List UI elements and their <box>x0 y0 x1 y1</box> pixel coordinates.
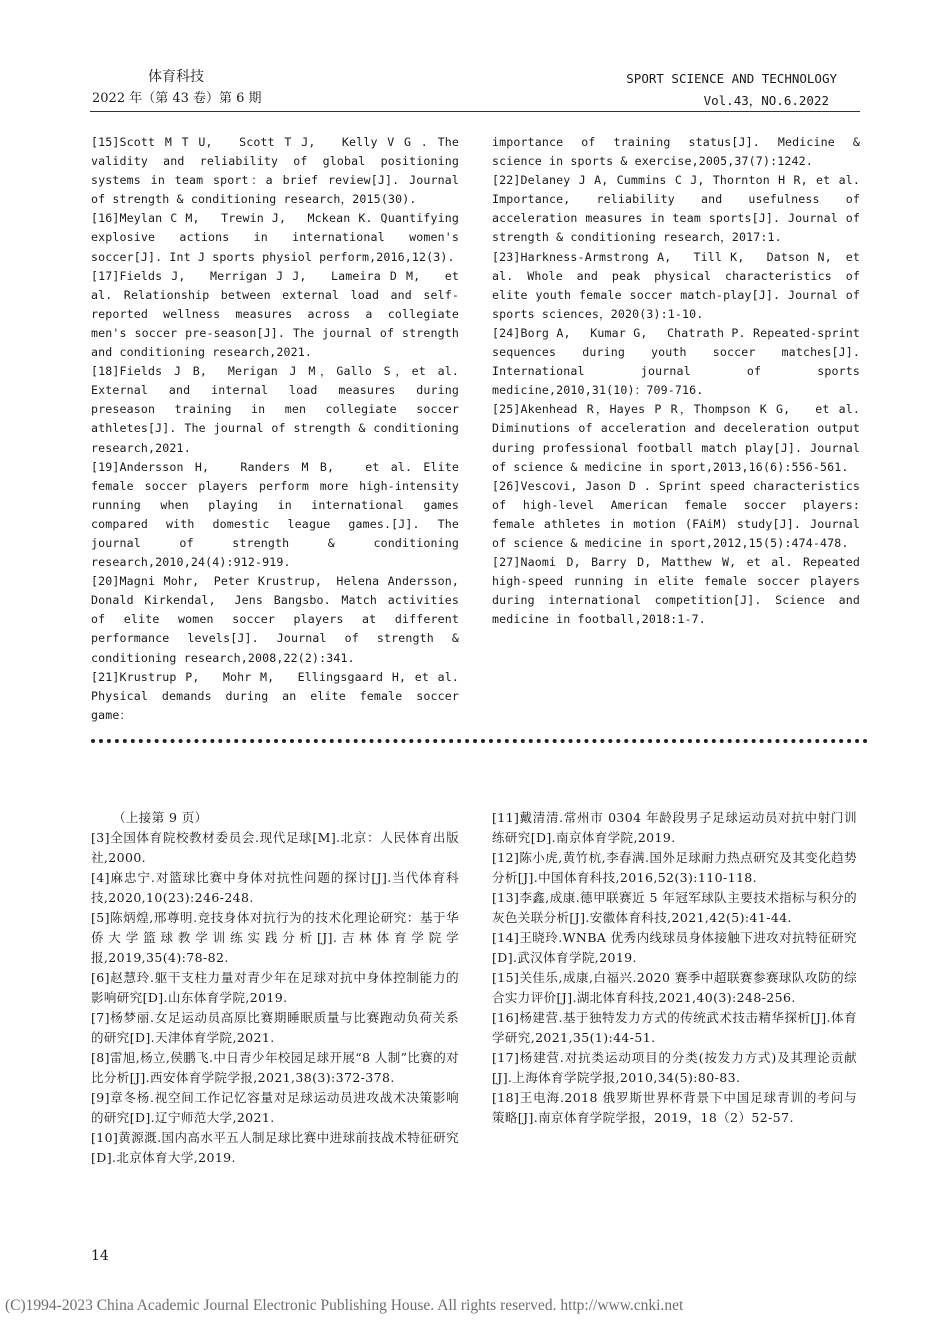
reference-item: [12]陈小虎,黄竹杭,李春满.国外足球耐力热点研究及其变化趋势分析[J].中国体育科技,2016,52(3):110-118. <box>492 850 857 885</box>
reference-item: [7]杨梦丽.女足运动员高原比赛期睡眠质量与比赛跑动负荷关系的研究[D].天津体育学院,2021. <box>91 1010 459 1045</box>
journal-title-en: SPORT SCIENCE AND TECHNOLOGY <box>626 71 837 86</box>
reference-item: [3]全国体育院校教材委员会.现代足球[M].北京：人民体育出版社,2000. <box>91 830 459 865</box>
reference-item: [18]王电海.2018 俄罗斯世界杯背景下中国足球青训的考问与策略[J].南京体育学院学报，2019，18（2）52-57. <box>492 1090 857 1125</box>
reference-item: [4]麻忠宁.对篮球比赛中身体对抗性问题的探讨[J].当代体育科技,2020,10(23):246-248. <box>91 870 459 905</box>
journal-title-cn: 体育科技 <box>148 69 204 85</box>
page-number: 14 <box>91 1248 109 1264</box>
reference-item: [14]王晓玲.WNBA 优秀内线球员身体接触下进攻对抗特征研究[D].武汉体育学院,2019. <box>492 930 857 965</box>
reference-item: [5]陈炳煌,邢尊明.竞技身体对抗行为的技术化理论研究：基于华侨大学篮球教学训练实践分析[J].吉林体育学院学报,2019,35(4):78-82. <box>91 910 459 965</box>
reference-item: [9]章冬杨.视空间工作记忆容量对足球运动员进攻战术决策影响的研究[D].辽宁师范大学,2021. <box>91 1090 459 1125</box>
reference-item: [23]Harkness-Armstrong A, Till K, Datson N, et al. Whole and peak physical characteristics of elite youth female soccer match-play[J]. Journal of sports sciences，2020(3):1-10. <box>492 249 860 321</box>
references-cn-left-column <box>91 808 459 1168</box>
copyright-footer: (C)1994-2023 China Academic Journal Electronic Publishing House. All rights reserved. http://www.cnki.net <box>5 1297 684 1314</box>
reference-item: [11]戴清清.常州市 0304 年龄段男子足球运动员对抗中射门训练研究[D].南京体育学院,2019. <box>492 810 857 845</box>
reference-item: importance of training status[J]. Medicine & science in sports & exercise,2005,37(7):1242. <box>492 135 860 169</box>
reference-item: [6]赵慧玲.躯干支柱力量对青少年在足球对抗中身体控制能力的影响研究[D].山东体育学院,2019. <box>91 970 459 1005</box>
reference-item: [16]杨建营.基于独特发力方式的传统武术技击精华探析[J].体育学研究,2021,35(1):44-51. <box>492 1010 857 1045</box>
reference-item: [17]杨建营.对抗类运动项目的分类(按发力方式)及其理论贡献[J].上海体育学院学报,2010,34(5):80-83. <box>492 1050 857 1085</box>
reference-item: [26]Vescovi, Jason D . Sprint speed characteristics of high-level American female soccer players: female athletes in motion (FAiM) study[J]. Journal of science & medicine in sport,2012,15(5):474-478. <box>492 478 860 550</box>
references-en-left-column <box>91 133 471 725</box>
references-en-right-column <box>492 133 860 629</box>
reference-item: [19]Andersson H, Randers M B, et al. Elite female soccer players perform more high-intensity running when playing in international games compared with domestic league games.[J]. The journal of strength & conditioning research,2010,24(4):912-919. <box>91 459 459 570</box>
references-cn-right-column <box>492 808 857 1128</box>
continued-from-note: （上接第 9 页） <box>113 810 208 825</box>
issue-info-cn: 2022 年（第 43 卷）第 6 期 <box>92 91 262 106</box>
reference-item: [20]Magni Mohr, Peter Krustrup, Helena Andersson, Donald Kirkendal, Jens Bangsbo. Match activities of elite women soccer players at different performance levels[J]. Journal of strength & conditioning research,2008,22(2):341. <box>91 574 471 665</box>
reference-item: [16]Meylan C M, Trewin J, Mckean K. Quantifying explosive actions in international women's soccer[J]. Int J sports physiol perform,2016,12(3). <box>91 211 459 264</box>
reference-item: [27]Naomi D, Barry D, Matthew W, et al. Repeated high-speed running in elite female soccer players during international competition[J]. Science and medicine in football,2018:1-7. <box>492 555 860 627</box>
reference-item: [24]Borg A, Kumar G, Chatrath P. Repeated-sprint sequences during youth soccer matches[J]. International journal of sports medicine,2010,31(10)：709-716. <box>492 325 860 398</box>
reference-item: [15]Scott M T U, Scott T J, Kelly V G . The validity and reliability of global positioning systems in team sport：a brief review[J]. Journal of strength & conditioning research，2015(30). <box>91 135 459 207</box>
reference-item: [15]关佳乐,成康,白福兴.2020 赛季中超联赛参赛球队攻防的综合实力评价[J].湖北体育科技,2021,40(3):248-256. <box>492 970 857 1005</box>
dotted-separator <box>91 739 868 743</box>
reference-item: [17]Fields J, Merrigan J J, Lameira D M, et al. Relationship between external load and self-reported wellness measures across a collegiate men's soccer pre-season[J]. The journal of strength and conditioning research,2021. <box>91 268 459 360</box>
reference-item: [25]Akenhead R，Hayes P R，Thompson K G, et al. Diminutions of acceleration and deceleration output during professional football match play[J]. Journal of science & medicine in sport,2013,16(6):556-561. <box>492 402 860 474</box>
header-rule <box>90 111 860 112</box>
reference-item: [8]雷旭,杨立,侯鹏飞.中日青少年校园足球开展“8 人制”比赛的对比分析[J].西安体育学院学报,2021,38(3):372-378. <box>91 1050 459 1085</box>
reference-item: [13]李鑫,成康.德甲联赛近 5 年冠军球队主要技术指标与积分的灰色关联分析[J].安徽体育科技,2021,42(5):41-44. <box>492 890 857 925</box>
reference-item: [18]Fields J B, Merigan J M，Gallo S，et al. External and internal load measures during preseason training in men collegiate soccer athletes[J]. The journal of strength & conditioning research,2021. <box>91 364 459 455</box>
reference-item: [10]黄源溉.国内高水平五人制足球比赛中进球前技战术特征研究[D].北京体育大学,2019. <box>91 1130 459 1165</box>
issue-info-en: Vol.43，NO.6.2022 <box>703 93 829 108</box>
reference-item: [21]Krustrup P, Mohr M, Ellingsgaard H, et al. Physical demands during an elite female soccer game： <box>91 669 459 722</box>
reference-item: [22]Delaney J A, Cummins C J, Thornton H R, et al. Importance, reliability and usefulness of acceleration measures in team sports[J]. Journal of strength & conditioning research，2017:1. <box>492 173 860 245</box>
